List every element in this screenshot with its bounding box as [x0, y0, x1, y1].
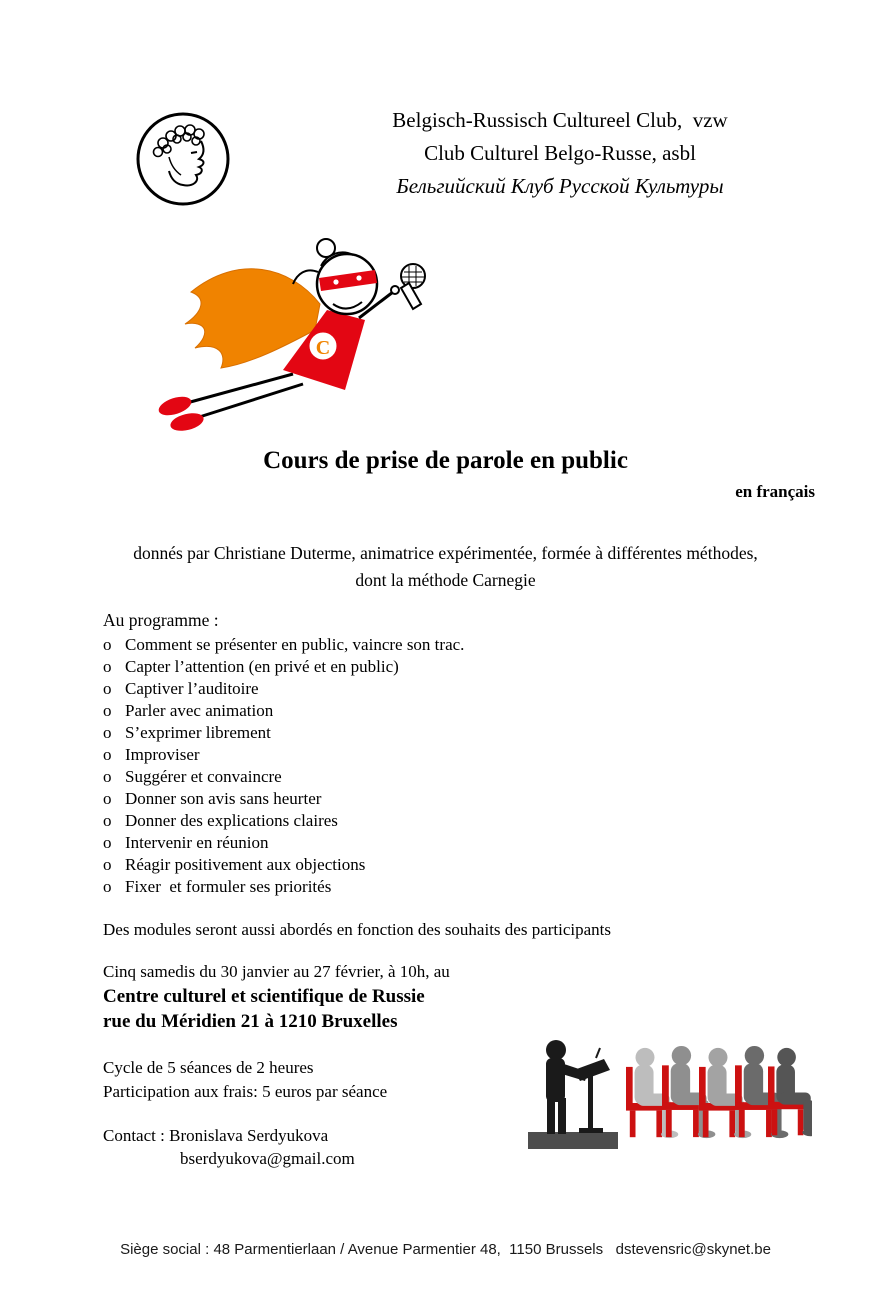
intro-paragraph	[0, 540, 891, 594]
list-item	[103, 832, 803, 854]
list-item-text: S’exprimer librement	[125, 723, 271, 742]
speaker-and-audience-illustration	[522, 1036, 812, 1151]
fee-info: Participation aux frais: 5 euros par séance	[103, 1082, 388, 1101]
club-logo-pushkin-icon	[133, 106, 233, 212]
header	[260, 104, 860, 203]
list-bullet: o	[103, 789, 112, 808]
list-item	[103, 634, 803, 656]
list-item	[103, 678, 803, 700]
list-item-text: Réagir positivement aux objections	[125, 855, 366, 874]
intro-line-2: dont la méthode Carnegie	[355, 570, 536, 590]
list-item	[103, 876, 803, 898]
list-item-text: Donner son avis sans heurter	[125, 789, 322, 808]
list-item-text: Capter l’attention (en privé et en public)	[125, 657, 399, 676]
list-item-text: Suggérer et convaincre	[125, 767, 282, 786]
intro-line-1: donnés par Christiane Duterme, animatrice expérimentée, formée à différentes méthodes,	[133, 543, 758, 563]
list-item	[103, 766, 803, 788]
list-item-text: Donner des explications claires	[125, 811, 338, 830]
contact-name: Contact : Bronislava Serdyukova	[103, 1126, 329, 1145]
schedule-line: Cinq samedis du 30 janvier au 27 février, à 10h, au	[103, 962, 450, 981]
list-item-text: Intervenir en réunion	[125, 833, 269, 852]
venue-address: rue du Méridien 21 à 1210 Bruxelles	[103, 1011, 398, 1032]
language-note: en français	[735, 482, 815, 501]
list-item	[103, 788, 803, 810]
list-item-text: Fixer et formuler ses priorités	[125, 877, 332, 896]
list-bullet: o	[103, 767, 112, 786]
list-bullet: o	[103, 679, 112, 698]
list-item	[103, 810, 803, 832]
list-item	[103, 656, 803, 678]
program-list	[103, 634, 803, 898]
cycle-info: Cycle de 5 séances de 2 heures	[103, 1058, 314, 1077]
list-bullet: o	[103, 877, 112, 896]
list-bullet: o	[103, 745, 112, 764]
header-line-russian: Бельгийский Клуб Русской Культуры	[396, 174, 724, 198]
list-item-text: Improviser	[125, 745, 200, 764]
footer-address: Siège social : 48 Parmentierlaan / Avenue Parmentier 48, 1150 Brussels dstevensric@skynet.be	[120, 1241, 771, 1258]
list-bullet: o	[103, 833, 112, 852]
list-bullet: o	[103, 723, 112, 742]
list-bullet: o	[103, 657, 112, 676]
svg-text:C: C	[315, 337, 331, 359]
page-title: Cours de prise de parole en public	[263, 447, 628, 474]
list-bullet: o	[103, 701, 112, 720]
list-item	[103, 722, 803, 744]
list-bullet: o	[103, 811, 112, 830]
header-line-dutch: Belgisch-Russisch Cultureel Club, vzw	[392, 108, 728, 132]
header-line-french: Club Culturel Belgo-Russe, asbl	[424, 141, 696, 165]
list-item-text: Captiver l’auditoire	[125, 679, 259, 698]
venue-name: Centre culturel et scientifique de Russie	[103, 986, 425, 1007]
list-bullet: o	[103, 635, 112, 654]
list-bullet: o	[103, 855, 112, 874]
contact-email: bserdyukova@gmail.com	[180, 1149, 355, 1168]
list-item-text: Comment se présenter en public, vaincre son trac.	[125, 635, 465, 654]
program-heading: Au programme :	[103, 610, 219, 630]
list-item	[103, 854, 803, 876]
list-item	[103, 700, 803, 722]
modules-note: Des modules seront aussi abordés en fonction des souhaits des participants	[103, 920, 612, 939]
list-item	[103, 744, 803, 766]
superhero-speaker-illustration	[135, 226, 445, 441]
list-item-text: Parler avec animation	[125, 701, 274, 720]
